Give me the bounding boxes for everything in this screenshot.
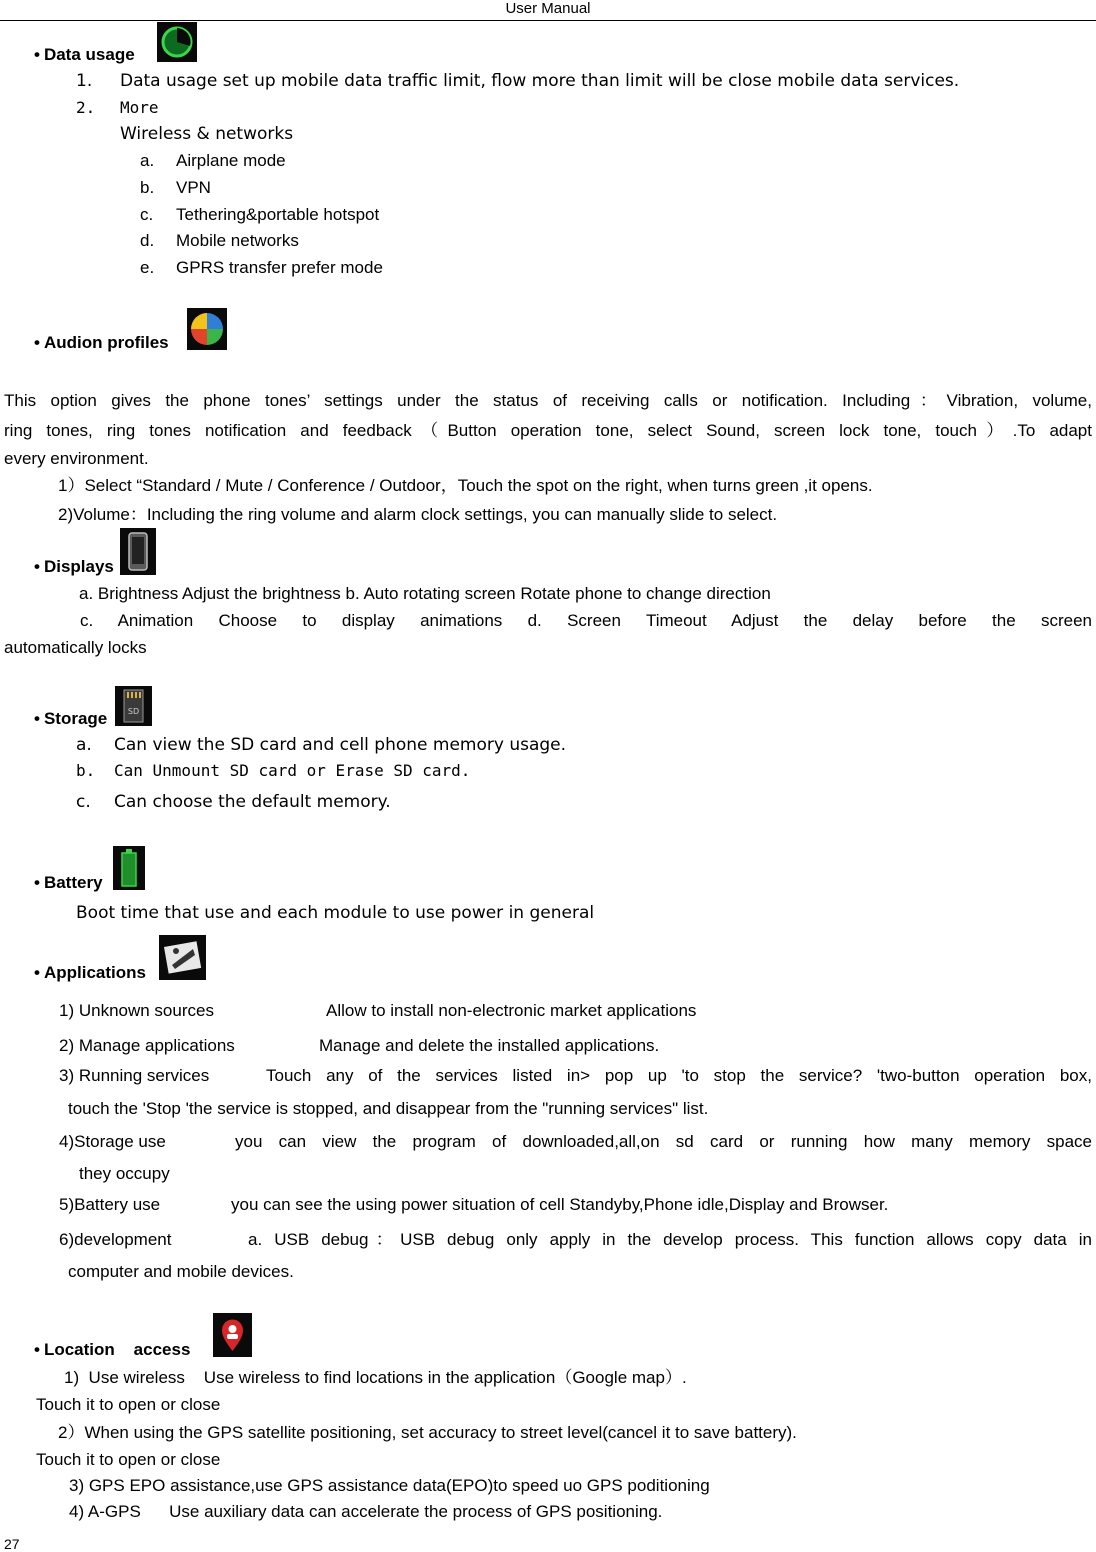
display-phone-icon bbox=[120, 528, 156, 575]
data-usage-heading: • Data usage bbox=[34, 46, 135, 63]
data-usage-icon bbox=[157, 22, 197, 62]
app-item-name: 5)Battery use bbox=[59, 1195, 161, 1214]
audio-profiles-icon bbox=[187, 308, 227, 350]
app-item-cont: touch the 'Stop 'the service is stopped, and disappear from the "running services" list. bbox=[68, 1099, 709, 1118]
displays-line3: automatically locks bbox=[4, 638, 147, 657]
applications-heading: • Applications bbox=[34, 964, 146, 981]
app-item-desc: Manage and delete the installed applications. bbox=[319, 1036, 660, 1055]
wireless-networks-title: Wireless & networks bbox=[120, 124, 294, 144]
page-header: User Manual bbox=[505, 0, 591, 17]
app-item-name: 1) Unknown sources bbox=[59, 1001, 214, 1020]
location-item1-note: Touch it to open or close bbox=[36, 1395, 221, 1414]
data-usage-item2-text: More bbox=[120, 98, 159, 117]
app-item-desc: Allow to install non-electronic market applications bbox=[326, 1001, 697, 1020]
storage-item-a: Can view the SD card and cell phone memory usage. bbox=[114, 735, 567, 755]
storage-item-letter: c. bbox=[76, 792, 91, 812]
header-rule bbox=[0, 20, 1096, 21]
data-usage-item1-num: 1. bbox=[76, 71, 93, 91]
app-item-desc: you can see the using power situation of cell Standyby,Phone idle,Display and Browser. bbox=[231, 1195, 889, 1214]
sub-item-tethering: Tethering&portable hotspot bbox=[176, 205, 380, 224]
location-pin-icon bbox=[213, 1313, 252, 1357]
sub-item-letter: b. bbox=[140, 178, 155, 197]
audio-item1: 1）Select “Standard / Mute / Conference / Outdoor，Touch the spot on the right, when turns green ,it opens. bbox=[58, 476, 873, 495]
storage-item-letter: b. bbox=[76, 761, 96, 780]
page-number: 27 bbox=[4, 1536, 20, 1552]
battery-text: Boot time that use and each module to use power in general bbox=[76, 903, 595, 923]
location-heading: • Location access bbox=[34, 1341, 190, 1358]
sub-item-letter: d. bbox=[140, 231, 155, 250]
location-item4: 4) A-GPS Use auxiliary data can accelerate the process of GPS positioning. bbox=[69, 1502, 663, 1521]
svg-text:SD: SD bbox=[127, 707, 140, 716]
app-item-desc: Touch any of the services listed in> pop up 'to stop the service? 'two-button operation box, bbox=[266, 1066, 1092, 1085]
storage-item-b: Can Unmount SD card or Erase SD card. bbox=[114, 761, 471, 780]
battery-heading: • Battery bbox=[34, 874, 103, 891]
sub-item-letter: a. bbox=[140, 151, 155, 170]
displays-line1: a. Brightness Adjust the brightness b. Auto rotating screen Rotate phone to change direction bbox=[79, 584, 771, 603]
battery-icon bbox=[113, 846, 145, 890]
audio-paragraph-line3: every environment. bbox=[4, 449, 149, 468]
sub-item-airplane: Airplane mode bbox=[176, 151, 286, 170]
sub-item-letter: c. bbox=[140, 205, 154, 224]
displays-heading: • Displays bbox=[34, 558, 114, 575]
storage-item-c: Can choose the default memory. bbox=[114, 792, 391, 812]
data-usage-item2-num: 2. bbox=[76, 98, 96, 117]
location-item2: 2）When using the GPS satellite positioning, set accuracy to street level(cancel it to save battery). bbox=[58, 1423, 797, 1442]
storage-heading: • Storage bbox=[34, 710, 107, 727]
location-item2-note: Touch it to open or close bbox=[36, 1450, 221, 1469]
app-item-name: 4)Storage use bbox=[59, 1132, 166, 1151]
app-item-name: 2) Manage applications bbox=[59, 1036, 235, 1055]
audio-paragraph-line2: ring tones, ring tones notification and feedback（Button operation tone, select Sound, screen lock tone, touch）.To adapt bbox=[4, 421, 1092, 440]
displays-line2: c. Animation Choose to display animations d. Screen Timeout Adjust the delay before the screen bbox=[80, 611, 1092, 630]
app-item-desc: you can view the program of downloaded,all,on sd card or running how many memory space bbox=[235, 1132, 1092, 1151]
app-item-name: 6)development bbox=[59, 1230, 172, 1249]
sub-item-mobile-networks: Mobile networks bbox=[176, 231, 299, 250]
location-item3: 3) GPS EPO assistance,use GPS assistance data(EPO)to speed uo GPS poditioning bbox=[69, 1476, 710, 1495]
audio-paragraph-line1: This option gives the phone tones’ settings under the status of receiving calls or notification. Including：Vibration, volume, bbox=[4, 391, 1092, 410]
storage-item-letter: a. bbox=[76, 735, 92, 755]
data-usage-item1-text: Data usage set up mobile data traffic limit, flow more than limit will be close mobile data services. bbox=[120, 71, 960, 91]
app-item-name: 3) Running services bbox=[59, 1066, 210, 1085]
audio-item2: 2)Volume：Including the ring volume and alarm clock settings, you can manually slide to select. bbox=[58, 505, 778, 524]
sub-item-vpn: VPN bbox=[176, 178, 211, 197]
location-item1: 1) Use wireless Use wireless to find locations in the application（Google map）. bbox=[64, 1368, 687, 1387]
app-item-cont: they occupy bbox=[79, 1164, 170, 1183]
sd-card-icon bbox=[115, 686, 152, 726]
applications-icon bbox=[159, 935, 206, 980]
sub-item-letter: e. bbox=[140, 258, 155, 277]
sub-item-gprs: GPRS transfer prefer mode bbox=[176, 258, 383, 277]
app-item-desc: a. USB debug：USB debug only apply in the develop process. This function allows copy data in bbox=[248, 1230, 1092, 1249]
audio-profiles-heading: • Audion profiles bbox=[34, 334, 169, 351]
app-item-cont: computer and mobile devices. bbox=[68, 1262, 294, 1281]
